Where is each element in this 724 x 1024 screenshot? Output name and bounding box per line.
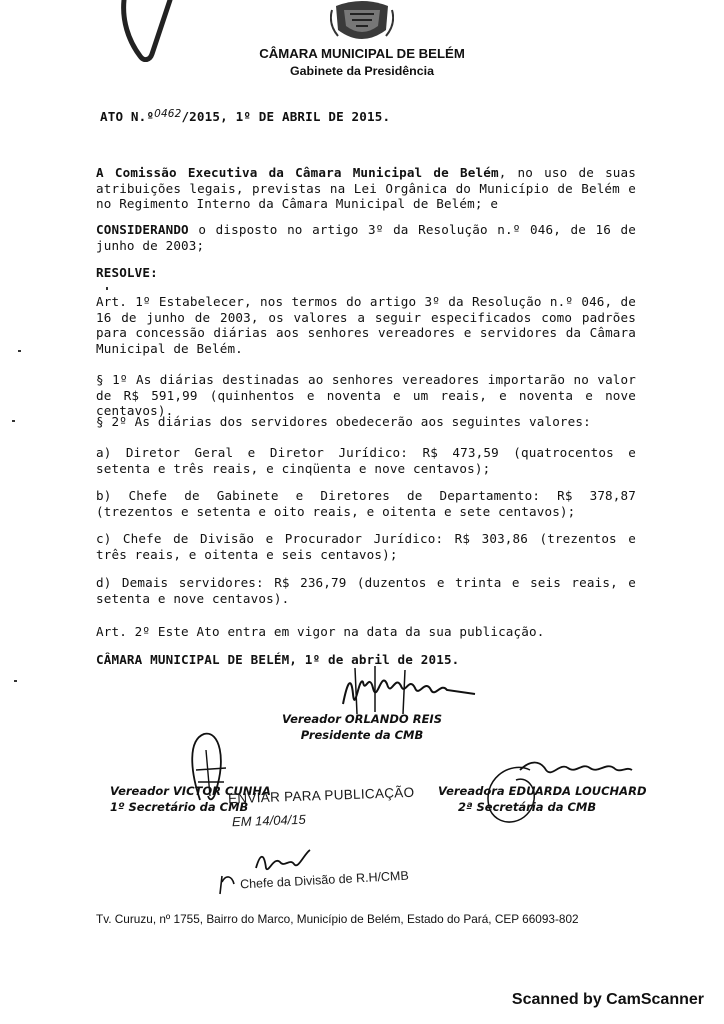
resolve-label: RESOLVE: <box>96 265 158 280</box>
first-secretary-title: 1º Secretário da CMB <box>110 800 249 814</box>
scan-speck <box>106 287 108 290</box>
act-number-handwritten: 0462 <box>154 108 182 120</box>
rh-stamp: Chefe da Divisão de R.H/CMB <box>239 868 410 892</box>
considerando-text: o disposto no artigo 3º da Resolução n.º 046, de 16 de junho de 2003; <box>96 222 636 253</box>
intro-bold: A Comissão Executiva da Câmara Municipal de Belém <box>96 165 499 180</box>
scan-speck <box>12 420 15 422</box>
considerando-label: CONSIDERANDO <box>96 222 189 237</box>
item-c: c) Chefe de Divisão e Procurador Jurídico: R$ 303,86 (trezentos e três reais, e oitenta e seis centavos); <box>96 531 636 562</box>
president-title: Presidente da CMB <box>300 728 424 742</box>
second-secretary-title: 2ª Secretária da CMB <box>458 800 597 814</box>
second-secretary-name: Vereadora EDUARDA LOUCHARD <box>438 784 647 798</box>
camscanner-watermark: Scanned by CamScanner <box>511 991 704 1008</box>
considerando-paragraph <box>96 222 636 253</box>
item-d: d) Demais servidores: R$ 236,79 (duzentos e trinta e seis reais, e setenta e nove centavos). <box>96 575 636 606</box>
act-prefix: ATO N.º <box>100 109 155 124</box>
scan-speck <box>18 350 21 352</box>
footer-address: Tv. Curuzu, nº 1755, Bairro do Marco, Município de Belém, Estado do Pará, CEP 66093-802 <box>96 912 579 926</box>
item-a: a) Diretor Geral e Diretor Jurídico: R$ 473,59 (quatrocentos e setenta e três reais, e cinqüenta e nove centavos); <box>96 445 636 476</box>
president-name: Vereador ORLANDO REIS <box>282 712 442 726</box>
act-number-line <box>100 109 390 127</box>
paragraph-1: § 1º As diárias destinadas ao senhores vereadores importarão no valor de R$ 591,99 (quinhentos e noventa e um reais, e noventa e nove centavos). <box>96 372 636 418</box>
paragraph-2: § 2º As diárias dos servidores obedecerão aos seguintes valores: <box>96 414 591 429</box>
intro-rest: , no uso de suas atribuições legais, previstas na Lei Orgânica do Município de Belém e no Regimento Interno da Câmara Municipal de Belém; e <box>96 165 637 211</box>
institution-name: CÂMARA MUNICIPAL DE BELÉM <box>259 46 465 61</box>
department-name: Gabinete da Presidência <box>290 64 434 78</box>
item-b: b) Chefe de Gabinete e Diretores de Departamento: R$ 378,87 (trezentos e setenta e oito reais, e oitenta e sete centavos); <box>96 488 636 519</box>
act-suffix: /2015, 1º DE ABRIL DE 2015. <box>181 109 391 124</box>
publication-stamp: ENVIAR PARA PUBLICAÇÃO <box>227 784 415 807</box>
coat-of-arms-emblem <box>330 0 394 46</box>
rh-stamp-mark <box>216 870 238 896</box>
publication-date-stamp: EM 14/04/15 <box>231 811 306 830</box>
handwritten-initials <box>250 846 320 876</box>
first-secretary-name: Vereador VICTOR CUNHA <box>110 784 271 798</box>
place-and-date: CÂMARA MUNICIPAL DE BELÉM, 1º de abril de 2015. <box>96 652 460 667</box>
article-2: Art. 2º Este Ato entra em vigor na data da sua publicação. <box>96 624 545 639</box>
scan-speck <box>14 680 17 682</box>
article-1: Art. 1º Estabelecer, nos termos do artigo 3º da Resolução n.º 046, de 16 de junho de 2003, os valores a seguir especificados como padrões para concessão diárias aos senhores vereadores e servidores da Câmara Municipal de Belém. <box>96 294 636 356</box>
intro-paragraph <box>96 165 636 212</box>
